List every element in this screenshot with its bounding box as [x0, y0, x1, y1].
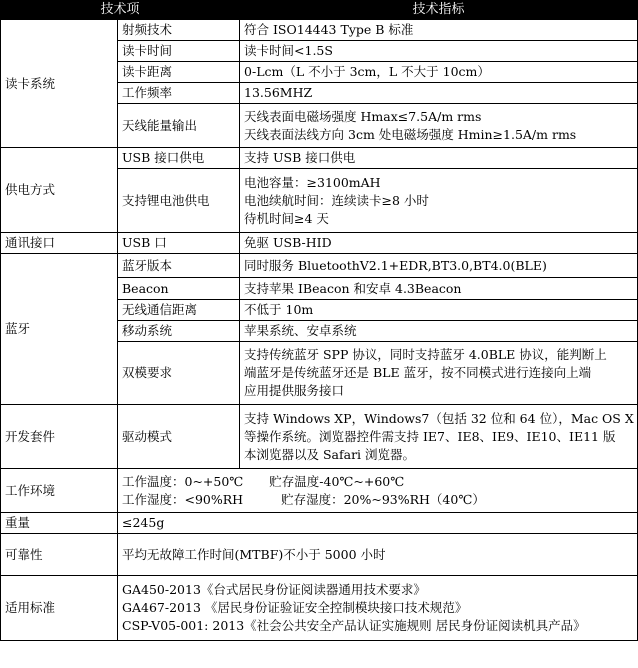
header-item: 技术项 [1, 1, 240, 20]
operating-humidity: 工作湿度：<90%RH [122, 491, 244, 507]
table-row [1, 254, 638, 278]
item-label: 驱动模式 [118, 405, 240, 469]
storage-humidity: 贮存湿度：20%~93%RH（40℃） [281, 491, 485, 507]
value-line: 天线表面法线方向 3cm 处电磁场强度 Hmin≥1.5A/m rms [244, 126, 577, 142]
standards-values [118, 576, 638, 641]
value-line: 待机时间≥4 天 [244, 210, 329, 226]
item-value: 不低于 10m [240, 300, 638, 321]
table-row [1, 405, 638, 469]
value-line [122, 473, 633, 491]
item-label: USB 接口供电 [118, 148, 240, 169]
item-value: 免驱 USB-HID [240, 233, 638, 254]
item-value: 苹果系统、安卓系统 [240, 321, 638, 342]
item-label: 射频技术 [118, 20, 240, 41]
item-value [240, 342, 638, 405]
operating-temperature: 工作温度：0~+50℃ [122, 473, 244, 489]
item-value [240, 405, 638, 469]
item-value: 0-Lcm（L 不小于 3cm，L 不大于 10cm） [240, 62, 638, 83]
category-dev-kit: 开发套件 [1, 405, 118, 469]
category-bluetooth: 蓝牙 [1, 254, 118, 405]
item-label: 支持锂电池供电 [118, 169, 240, 233]
item-label: Beacon [118, 278, 240, 300]
table-row [1, 469, 638, 513]
item-label: 天线能量输出 [118, 104, 240, 148]
table-row [1, 233, 638, 254]
table-row [1, 20, 638, 41]
item-value [240, 169, 638, 233]
table-row [1, 148, 638, 169]
item-value: 同时服务 BluetoothV2.1+EDR,BT3.0,BT4.0(BLE) [240, 254, 638, 278]
item-label: 工作频率 [118, 83, 240, 104]
table-row [1, 513, 638, 534]
category-reliability: 可靠性 [1, 534, 118, 576]
standard-line: CSP-V05-001: 2013《社会公共安全产品认证实施规则 居民身份证阅读机具产品》 [122, 618, 586, 633]
value-line: 等操作系统。浏览器控件需支持 IE7、IE8、IE9、IE10、IE11 版 [244, 428, 616, 444]
weight-value: ≤245g [118, 513, 638, 534]
value-line: 支持 Windows XP，Windows7（包括 32 位和 64 位），Mac OS X [244, 410, 634, 426]
item-label: 无线通信距离 [118, 300, 240, 321]
item-value: 符合 ISO14443 Type B 标准 [240, 20, 638, 41]
standard-line: GA450-2013《台式居民身份证阅读器通用技术要求》 [122, 582, 426, 597]
item-value [240, 104, 638, 148]
value-line: 天线表面电磁场强度 Hmax≤7.5A/m rms [244, 108, 482, 124]
category-card-reading: 读卡系统 [1, 20, 118, 148]
storage-temperature: 贮存温度-40℃~+60℃ [269, 473, 405, 489]
value-line: 支持传统蓝牙 SPP 协议，同时支持蓝牙 4.0BLE 协议，能判断上 [244, 347, 607, 362]
item-label: USB 口 [118, 233, 240, 254]
category-environment: 工作环境 [1, 469, 118, 513]
value-line [122, 491, 633, 509]
item-label: 读卡距离 [118, 62, 240, 83]
standard-line: GA467-2013 《居民身份证验证安全控制模块接口技术规范》 [122, 600, 468, 615]
value-line: 电池续航时间：连续读卡≥8 小时 [244, 192, 429, 208]
environment-values [118, 469, 638, 513]
value-line: 端蓝牙是传统蓝牙还是 BLE 蓝牙，按不同模式进行连接向上端 [244, 365, 592, 380]
value-line: 电池容量：≥3100mAH [244, 174, 381, 190]
table-header-row [1, 1, 638, 20]
value-line: 应用提供服务接口 [244, 383, 345, 398]
item-value: 13.56MHZ [240, 83, 638, 104]
table-row [1, 576, 638, 641]
item-value: 支持 USB 接口供电 [240, 148, 638, 169]
table-row [1, 534, 638, 576]
reliability-value: 平均无故障工作时间(MTBF)不小于 5000 小时 [118, 534, 638, 576]
category-standards: 适用标准 [1, 576, 118, 641]
item-label: 双模要求 [118, 342, 240, 405]
category-weight: 重量 [1, 513, 118, 534]
item-label: 移动系统 [118, 321, 240, 342]
header-spec: 技术指标 [240, 1, 638, 20]
value-line: 本浏览器以及 Safari 浏览器。 [244, 446, 416, 462]
item-value: 支持苹果 IBeacon 和安卓 4.3Beacon [240, 278, 638, 300]
item-label: 读卡时间 [118, 41, 240, 62]
item-label: 蓝牙版本 [118, 254, 240, 278]
category-power: 供电方式 [1, 148, 118, 233]
category-comm: 通讯接口 [1, 233, 118, 254]
item-value: 读卡时间<1.5S [240, 41, 638, 62]
